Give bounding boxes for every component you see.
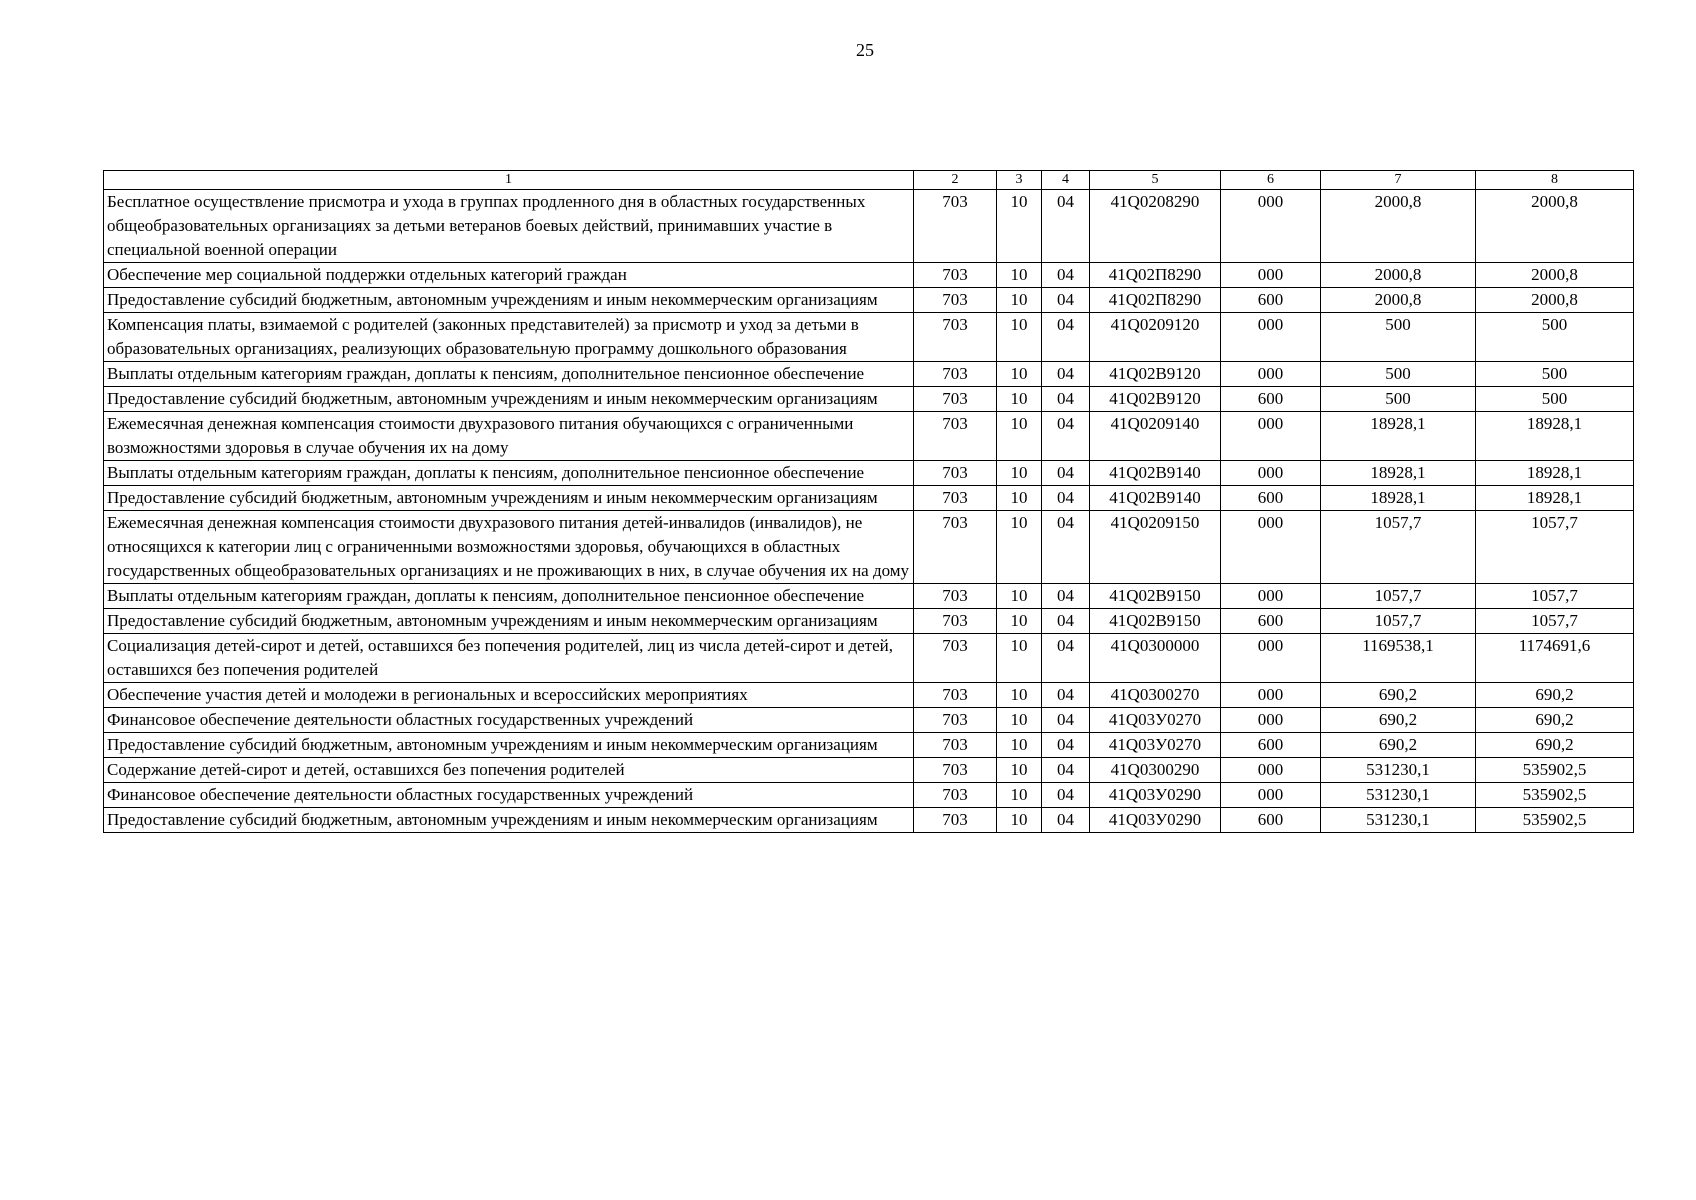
subsection-part-code-cell: 04 <box>1042 313 1090 362</box>
subsection-part-code-cell: 04 <box>1042 288 1090 313</box>
table-row <box>104 609 1634 634</box>
target-article-code-cell: 41Q02В9150 <box>1090 584 1221 609</box>
table-row <box>104 758 1634 783</box>
subsection-part-code-cell: 04 <box>1042 584 1090 609</box>
item-name-cell: Предоставление субсидий бюджетным, автономным учреждениям и иным некоммерческим организациям <box>104 733 914 758</box>
section-code-cell: 703 <box>914 288 997 313</box>
amount-year-2-cell: 690,2 <box>1476 733 1634 758</box>
subsection-code-cell: 10 <box>997 461 1042 486</box>
target-article-code-cell: 41Q03У0290 <box>1090 783 1221 808</box>
subsection-code-cell: 10 <box>997 190 1042 263</box>
item-name-cell: Содержание детей-сирот и детей, оставшихся без попечения родителей <box>104 758 914 783</box>
item-name-cell: Выплаты отдельным категориям граждан, доплаты к пенсиям, дополнительное пенсионное обеспечение <box>104 362 914 387</box>
subsection-code-cell: 10 <box>997 313 1042 362</box>
item-name-cell: Бесплатное осуществление присмотра и ухода в группах продленного дня в областных государственных общеобразовательных организациях за детьми ветеранов боевых действий, принимавших участие в специальной военной операции <box>104 190 914 263</box>
expense-type-code-cell: 000 <box>1221 758 1321 783</box>
target-article-code-cell: 41Q03У0270 <box>1090 708 1221 733</box>
item-name-cell: Финансовое обеспечение деятельности областных государственных учреждений <box>104 708 914 733</box>
table-row <box>104 783 1634 808</box>
amount-year-2-cell: 18928,1 <box>1476 412 1634 461</box>
subsection-part-code-cell: 04 <box>1042 783 1090 808</box>
header-row <box>104 171 1634 190</box>
table-row <box>104 683 1634 708</box>
expense-type-code-cell: 000 <box>1221 511 1321 584</box>
amount-year-2-cell: 1174691,6 <box>1476 634 1634 683</box>
amount-year-1-cell: 1057,7 <box>1321 511 1476 584</box>
amount-year-1-cell: 1057,7 <box>1321 584 1476 609</box>
item-name-cell: Предоставление субсидий бюджетным, автономным учреждениям и иным некоммерческим организациям <box>104 609 914 634</box>
subsection-part-code-cell: 04 <box>1042 634 1090 683</box>
subsection-part-code-cell: 04 <box>1042 263 1090 288</box>
section-code-cell: 703 <box>914 733 997 758</box>
subsection-code-cell: 10 <box>997 634 1042 683</box>
expense-type-code-cell: 000 <box>1221 634 1321 683</box>
item-name-cell: Обеспечение мер социальной поддержки отдельных категорий граждан <box>104 263 914 288</box>
section-code-cell: 703 <box>914 758 997 783</box>
subsection-code-cell: 10 <box>997 486 1042 511</box>
budget-table <box>103 170 1634 833</box>
table-row <box>104 190 1634 263</box>
expense-type-code-cell: 000 <box>1221 362 1321 387</box>
target-article-code-cell: 41Q02В9150 <box>1090 609 1221 634</box>
subsection-part-code-cell: 04 <box>1042 486 1090 511</box>
amount-year-1-cell: 500 <box>1321 362 1476 387</box>
section-code-cell: 703 <box>914 387 997 412</box>
expense-type-code-cell: 000 <box>1221 708 1321 733</box>
subsection-part-code-cell: 04 <box>1042 733 1090 758</box>
subsection-code-cell: 10 <box>997 609 1042 634</box>
table-row <box>104 362 1634 387</box>
section-code-cell: 703 <box>914 584 997 609</box>
target-article-code-cell: 41Q0209150 <box>1090 511 1221 584</box>
subsection-code-cell: 10 <box>997 263 1042 288</box>
amount-year-1-cell: 500 <box>1321 387 1476 412</box>
subsection-part-code-cell: 04 <box>1042 190 1090 263</box>
section-code-cell: 703 <box>914 511 997 584</box>
expense-type-code-cell: 600 <box>1221 733 1321 758</box>
subsection-part-code-cell: 04 <box>1042 683 1090 708</box>
amount-year-2-cell: 2000,8 <box>1476 263 1634 288</box>
table-row <box>104 263 1634 288</box>
expense-type-code-cell: 000 <box>1221 313 1321 362</box>
header-col-4: 4 <box>1042 171 1090 190</box>
amount-year-1-cell: 2000,8 <box>1321 263 1476 288</box>
header-col-2: 2 <box>914 171 997 190</box>
expense-type-code-cell: 600 <box>1221 486 1321 511</box>
table-row <box>104 808 1634 833</box>
amount-year-1-cell: 690,2 <box>1321 683 1476 708</box>
section-code-cell: 703 <box>914 783 997 808</box>
subsection-code-cell: 10 <box>997 511 1042 584</box>
item-name-cell: Предоставление субсидий бюджетным, автономным учреждениям и иным некоммерческим организациям <box>104 288 914 313</box>
table-row <box>104 634 1634 683</box>
subsection-part-code-cell: 04 <box>1042 609 1090 634</box>
expense-type-code-cell: 600 <box>1221 387 1321 412</box>
subsection-code-cell: 10 <box>997 584 1042 609</box>
table-row <box>104 511 1634 584</box>
amount-year-2-cell: 2000,8 <box>1476 190 1634 263</box>
header-col-3: 3 <box>997 171 1042 190</box>
target-article-code-cell: 41Q02В9140 <box>1090 461 1221 486</box>
expense-type-code-cell: 000 <box>1221 412 1321 461</box>
table-row <box>104 708 1634 733</box>
expense-type-code-cell: 000 <box>1221 783 1321 808</box>
section-code-cell: 703 <box>914 461 997 486</box>
amount-year-2-cell: 2000,8 <box>1476 288 1634 313</box>
amount-year-1-cell: 500 <box>1321 313 1476 362</box>
expense-type-code-cell: 000 <box>1221 461 1321 486</box>
section-code-cell: 703 <box>914 190 997 263</box>
item-name-cell: Ежемесячная денежная компенсация стоимости двухразового питания обучающихся с ограниченными возможностями здоровья в случае обучения их на дому <box>104 412 914 461</box>
table-header <box>104 171 1634 190</box>
amount-year-2-cell: 500 <box>1476 362 1634 387</box>
target-article-code-cell: 41Q02П8290 <box>1090 288 1221 313</box>
amount-year-1-cell: 18928,1 <box>1321 412 1476 461</box>
subsection-part-code-cell: 04 <box>1042 511 1090 584</box>
target-article-code-cell: 41Q02В9120 <box>1090 387 1221 412</box>
amount-year-2-cell: 500 <box>1476 387 1634 412</box>
amount-year-2-cell: 535902,5 <box>1476 758 1634 783</box>
header-col-6: 6 <box>1221 171 1321 190</box>
subsection-part-code-cell: 04 <box>1042 387 1090 412</box>
header-col-7: 7 <box>1321 171 1476 190</box>
target-article-code-cell: 41Q0209120 <box>1090 313 1221 362</box>
target-article-code-cell: 41Q0300290 <box>1090 758 1221 783</box>
item-name-cell: Выплаты отдельным категориям граждан, доплаты к пенсиям, дополнительное пенсионное обеспечение <box>104 584 914 609</box>
item-name-cell: Предоставление субсидий бюджетным, автономным учреждениям и иным некоммерческим организациям <box>104 486 914 511</box>
amount-year-1-cell: 1057,7 <box>1321 609 1476 634</box>
amount-year-2-cell: 500 <box>1476 313 1634 362</box>
target-article-code-cell: 41Q0300000 <box>1090 634 1221 683</box>
amount-year-2-cell: 535902,5 <box>1476 808 1634 833</box>
item-name-cell: Финансовое обеспечение деятельности областных государственных учреждений <box>104 783 914 808</box>
header-col-1: 1 <box>104 171 914 190</box>
page-number: 25 <box>856 40 874 60</box>
item-name-cell: Социализация детей-сирот и детей, оставшихся без попечения родителей, лиц из числа детей-сирот и детей, оставшихся без попечения родителей <box>104 634 914 683</box>
amount-year-2-cell: 18928,1 <box>1476 486 1634 511</box>
section-code-cell: 703 <box>914 362 997 387</box>
expense-type-code-cell: 000 <box>1221 683 1321 708</box>
table-row <box>104 486 1634 511</box>
amount-year-2-cell: 18928,1 <box>1476 461 1634 486</box>
amount-year-2-cell: 690,2 <box>1476 708 1634 733</box>
table-row <box>104 288 1634 313</box>
amount-year-1-cell: 18928,1 <box>1321 461 1476 486</box>
amount-year-1-cell: 690,2 <box>1321 733 1476 758</box>
table-row <box>104 461 1634 486</box>
subsection-part-code-cell: 04 <box>1042 362 1090 387</box>
amount-year-1-cell: 18928,1 <box>1321 486 1476 511</box>
subsection-code-cell: 10 <box>997 708 1042 733</box>
amount-year-2-cell: 1057,7 <box>1476 609 1634 634</box>
expense-type-code-cell: 600 <box>1221 609 1321 634</box>
expense-type-code-cell: 600 <box>1221 808 1321 833</box>
amount-year-1-cell: 531230,1 <box>1321 808 1476 833</box>
item-name-cell: Выплаты отдельным категориям граждан, доплаты к пенсиям, дополнительное пенсионное обеспечение <box>104 461 914 486</box>
item-name-cell: Ежемесячная денежная компенсация стоимости двухразового питания детей-инвалидов (инвалидов), не относящихся к категории лиц с ограниченными возможностями здоровья, обучающихся в областных государственных общеобразовательных организациях и не проживающих в них, в случае обучения их на дому <box>104 511 914 584</box>
subsection-part-code-cell: 04 <box>1042 461 1090 486</box>
target-article-code-cell: 41Q0209140 <box>1090 412 1221 461</box>
target-article-code-cell: 41Q03У0290 <box>1090 808 1221 833</box>
table-row <box>104 387 1634 412</box>
section-code-cell: 703 <box>914 486 997 511</box>
section-code-cell: 703 <box>914 412 997 461</box>
target-article-code-cell: 41Q02П8290 <box>1090 263 1221 288</box>
subsection-code-cell: 10 <box>997 683 1042 708</box>
subsection-part-code-cell: 04 <box>1042 808 1090 833</box>
section-code-cell: 703 <box>914 808 997 833</box>
subsection-code-cell: 10 <box>997 733 1042 758</box>
item-name-cell: Предоставление субсидий бюджетным, автономным учреждениям и иным некоммерческим организациям <box>104 808 914 833</box>
amount-year-1-cell: 690,2 <box>1321 708 1476 733</box>
amount-year-1-cell: 1169538,1 <box>1321 634 1476 683</box>
section-code-cell: 703 <box>914 263 997 288</box>
amount-year-1-cell: 2000,8 <box>1321 190 1476 263</box>
subsection-code-cell: 10 <box>997 288 1042 313</box>
section-code-cell: 703 <box>914 708 997 733</box>
section-code-cell: 703 <box>914 609 997 634</box>
item-name-cell: Предоставление субсидий бюджетным, автономным учреждениям и иным некоммерческим организациям <box>104 387 914 412</box>
expense-type-code-cell: 000 <box>1221 584 1321 609</box>
table-row <box>104 313 1634 362</box>
amount-year-2-cell: 535902,5 <box>1476 783 1634 808</box>
subsection-part-code-cell: 04 <box>1042 758 1090 783</box>
amount-year-1-cell: 531230,1 <box>1321 758 1476 783</box>
amount-year-2-cell: 1057,7 <box>1476 584 1634 609</box>
target-article-code-cell: 41Q03У0270 <box>1090 733 1221 758</box>
subsection-code-cell: 10 <box>997 387 1042 412</box>
amount-year-1-cell: 531230,1 <box>1321 783 1476 808</box>
section-code-cell: 703 <box>914 313 997 362</box>
amount-year-2-cell: 690,2 <box>1476 683 1634 708</box>
expense-type-code-cell: 600 <box>1221 288 1321 313</box>
section-code-cell: 703 <box>914 683 997 708</box>
item-name-cell: Компенсация платы, взимаемой с родителей (законных представителей) за присмотр и уход за детьми в образовательных организациях, реализующих образовательную программу дошкольного образования <box>104 313 914 362</box>
subsection-code-cell: 10 <box>997 758 1042 783</box>
target-article-code-cell: 41Q0300270 <box>1090 683 1221 708</box>
table-row <box>104 584 1634 609</box>
target-article-code-cell: 41Q0208290 <box>1090 190 1221 263</box>
table-body <box>104 190 1634 833</box>
header-col-5: 5 <box>1090 171 1221 190</box>
subsection-code-cell: 10 <box>997 783 1042 808</box>
target-article-code-cell: 41Q02В9140 <box>1090 486 1221 511</box>
section-code-cell: 703 <box>914 634 997 683</box>
subsection-part-code-cell: 04 <box>1042 412 1090 461</box>
expense-type-code-cell: 000 <box>1221 263 1321 288</box>
amount-year-1-cell: 2000,8 <box>1321 288 1476 313</box>
target-article-code-cell: 41Q02В9120 <box>1090 362 1221 387</box>
item-name-cell: Обеспечение участия детей и молодежи в региональных и всероссийских мероприятиях <box>104 683 914 708</box>
expense-type-code-cell: 000 <box>1221 190 1321 263</box>
subsection-part-code-cell: 04 <box>1042 708 1090 733</box>
table-row <box>104 733 1634 758</box>
table-row <box>104 412 1634 461</box>
header-col-8: 8 <box>1476 171 1634 190</box>
subsection-code-cell: 10 <box>997 362 1042 387</box>
subsection-code-cell: 10 <box>997 808 1042 833</box>
subsection-code-cell: 10 <box>997 412 1042 461</box>
amount-year-2-cell: 1057,7 <box>1476 511 1634 584</box>
